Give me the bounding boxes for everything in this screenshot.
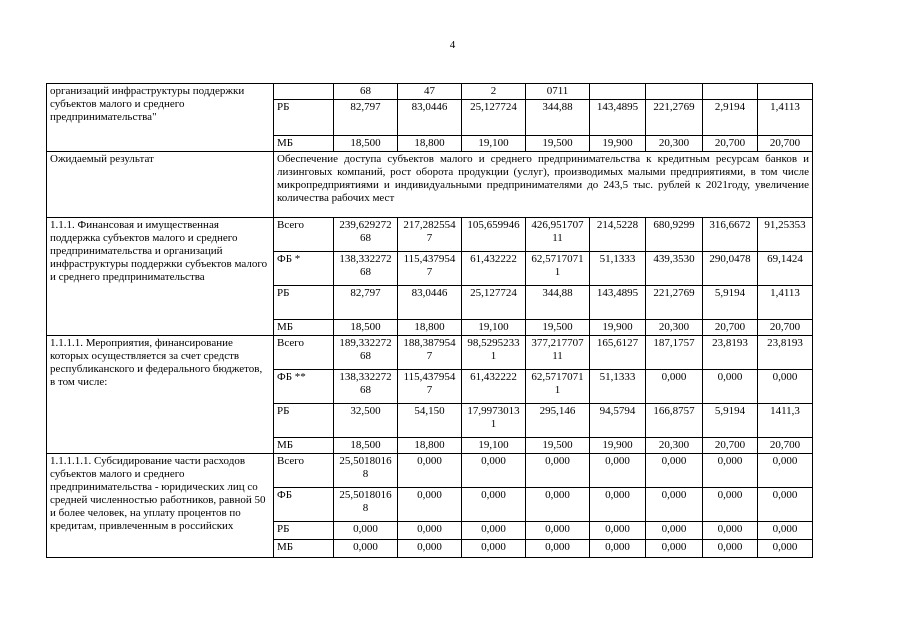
value-cell: 23,8193: [703, 336, 758, 370]
value-cell: 20,700: [758, 438, 813, 454]
value-cell: 19,100: [462, 320, 526, 336]
value-cell: 221,2769: [646, 286, 703, 320]
value-cell: 239,62927268: [334, 218, 398, 252]
value-cell: 18,500: [334, 320, 398, 336]
value-cell: 62,57170711: [526, 370, 590, 404]
value-cell: 20,700: [758, 136, 813, 152]
source-cell: Всего: [274, 218, 334, 252]
value-cell: 189,33227268: [334, 336, 398, 370]
value-cell: 5,9194: [703, 286, 758, 320]
value-cell: 0,000: [462, 540, 526, 558]
value-cell: 20,700: [703, 136, 758, 152]
value-cell: 115,4379547: [398, 252, 462, 286]
value-cell: 19,500: [526, 136, 590, 152]
row-name-cell: организаций инфраструктуры поддержки субъектов малого и среднего предпринимательства": [47, 84, 274, 152]
value-cell: 0,000: [758, 488, 813, 522]
value-cell: 18,500: [334, 136, 398, 152]
value-cell: 0,000: [646, 370, 703, 404]
value-cell: 2,9194: [703, 100, 758, 136]
value-cell: 295,146: [526, 404, 590, 438]
value-cell: 0,000: [646, 454, 703, 488]
source-cell: РБ: [274, 286, 334, 320]
value-cell: 0,000: [334, 522, 398, 540]
value-cell: 20,300: [646, 320, 703, 336]
value-cell: 0,000: [646, 540, 703, 558]
value-cell: 61,432222: [462, 252, 526, 286]
value-cell: 0,000: [526, 454, 590, 488]
value-cell: 19,900: [590, 320, 646, 336]
value-cell: 98,52952331: [462, 336, 526, 370]
value-cell: 0,000: [703, 522, 758, 540]
value-cell: 316,6672: [703, 218, 758, 252]
table-row: [47, 336, 813, 370]
value-cell: 680,9299: [646, 218, 703, 252]
value-cell: 2: [462, 84, 526, 100]
value-cell: 143,4895: [590, 286, 646, 320]
value-cell: 0,000: [590, 522, 646, 540]
source-cell: ФБ **: [274, 370, 334, 404]
value-cell: 143,4895: [590, 100, 646, 136]
value-cell: 0,000: [646, 488, 703, 522]
value-cell: 83,0446: [398, 100, 462, 136]
value-cell: 138,33227268: [334, 252, 398, 286]
value-cell: 165,6127: [590, 336, 646, 370]
source-cell: ФБ *: [274, 252, 334, 286]
value-cell: 25,50180168: [334, 488, 398, 522]
value-cell: 32,500: [334, 404, 398, 438]
value-cell: 18,800: [398, 136, 462, 152]
value-cell: 18,800: [398, 438, 462, 454]
value-cell: 20,300: [646, 136, 703, 152]
value-cell: 187,1757: [646, 336, 703, 370]
value-cell: 68: [334, 84, 398, 100]
source-cell: РБ: [274, 404, 334, 438]
value-cell: 221,2769: [646, 100, 703, 136]
table-row: [47, 454, 813, 488]
value-cell: 25,50180168: [334, 454, 398, 488]
value-cell: 20,700: [703, 320, 758, 336]
value-cell: 25,127724: [462, 286, 526, 320]
value-cell: 214,5228: [590, 218, 646, 252]
value-cell: 0,000: [590, 540, 646, 558]
value-cell: [646, 84, 703, 100]
value-cell: 0,000: [398, 488, 462, 522]
table-row: [47, 218, 813, 252]
value-cell: 0,000: [758, 540, 813, 558]
value-cell: 1,4113: [758, 286, 813, 320]
value-cell: 0,000: [526, 488, 590, 522]
value-cell: 20,300: [646, 438, 703, 454]
value-cell: 0,000: [462, 522, 526, 540]
source-cell: МБ: [274, 320, 334, 336]
value-cell: 54,150: [398, 404, 462, 438]
value-cell: 1,4113: [758, 100, 813, 136]
value-cell: 19,500: [526, 438, 590, 454]
value-cell: 18,800: [398, 320, 462, 336]
value-cell: 19,100: [462, 136, 526, 152]
row-name-cell: 1.1.1. Финансовая и имущественная поддержка субъектов малого и среднего предпринимательства и организаций инфраструктуры поддержки субъектов малого и среднего предпринимательства: [47, 218, 274, 336]
expected-result-row: [47, 152, 813, 218]
value-cell: [758, 84, 813, 100]
value-cell: [703, 84, 758, 100]
value-cell: [590, 84, 646, 100]
value-cell: 439,3530: [646, 252, 703, 286]
value-cell: 115,4379547: [398, 370, 462, 404]
row-name-cell: 1.1.1.1.1. Субсидирование части расходов субъектов малого и среднего предпринимательства - юридических лиц со средней численностью работников, равной 50 и более человек, на уплату процентов по кредитам, привлеченным в российских: [47, 454, 274, 558]
value-cell: 19,500: [526, 320, 590, 336]
value-cell: 0,000: [703, 454, 758, 488]
value-cell: 105,659946: [462, 218, 526, 252]
value-cell: 25,127724: [462, 100, 526, 136]
value-cell: 0,000: [462, 454, 526, 488]
value-cell: 0,000: [590, 488, 646, 522]
value-cell: 82,797: [334, 286, 398, 320]
value-cell: 51,1333: [590, 252, 646, 286]
value-cell: 20,700: [758, 320, 813, 336]
value-cell: 0,000: [590, 454, 646, 488]
value-cell: 0,000: [703, 540, 758, 558]
value-cell: 0,000: [703, 370, 758, 404]
value-cell: 0,000: [462, 488, 526, 522]
expected-result-label: Ожидаемый результат: [47, 152, 274, 218]
value-cell: 94,5794: [590, 404, 646, 438]
value-cell: 0,000: [526, 540, 590, 558]
value-cell: 138,33227268: [334, 370, 398, 404]
value-cell: 0711: [526, 84, 590, 100]
value-cell: 82,797: [334, 100, 398, 136]
source-cell: [274, 84, 334, 100]
value-cell: 18,500: [334, 438, 398, 454]
source-cell: ФБ: [274, 488, 334, 522]
budget-table: [46, 83, 813, 558]
value-cell: 166,8757: [646, 404, 703, 438]
value-cell: 5,9194: [703, 404, 758, 438]
value-cell: 19,100: [462, 438, 526, 454]
value-cell: 83,0446: [398, 286, 462, 320]
value-cell: 0,000: [398, 522, 462, 540]
value-cell: 0,000: [646, 522, 703, 540]
source-cell: Всего: [274, 336, 334, 370]
value-cell: 91,25353: [758, 218, 813, 252]
value-cell: 61,432222: [462, 370, 526, 404]
value-cell: 344,88: [526, 100, 590, 136]
source-cell: РБ: [274, 522, 334, 540]
value-cell: 0,000: [398, 540, 462, 558]
source-cell: РБ: [274, 100, 334, 136]
value-cell: 344,88: [526, 286, 590, 320]
source-cell: Всего: [274, 454, 334, 488]
value-cell: 23,8193: [758, 336, 813, 370]
value-cell: 188,3879547: [398, 336, 462, 370]
value-cell: 377,21770711: [526, 336, 590, 370]
value-cell: 51,1333: [590, 370, 646, 404]
value-cell: 0,000: [526, 522, 590, 540]
value-cell: 62,57170711: [526, 252, 590, 286]
expected-result-text: Обеспечение доступа субъектов малого и среднего предпринимательства к кредитным ресурсам банков и лизинговых компаний, рост оборота продукции (услуг), производимых малыми предприятиями, в том числе микропредприятиями и индивидуальными предпринимателями до 243,5 тыс. рублей к 2021году, увеличение количества рабочих мест: [274, 152, 813, 218]
source-cell: МБ: [274, 438, 334, 454]
value-cell: 217,2825547: [398, 218, 462, 252]
value-cell: 1411,3: [758, 404, 813, 438]
row-name-cell: 1.1.1.1. Мероприятия, финансирование которых осуществляется за счет средств республиканского и федерального бюджетов, в том числе:: [47, 336, 274, 454]
table-row: [47, 84, 813, 100]
value-cell: 0,000: [758, 370, 813, 404]
value-cell: 0,000: [334, 540, 398, 558]
value-cell: 0,000: [398, 454, 462, 488]
value-cell: 17,99730131: [462, 404, 526, 438]
value-cell: 20,700: [703, 438, 758, 454]
value-cell: 69,1424: [758, 252, 813, 286]
source-cell: МБ: [274, 540, 334, 558]
value-cell: 290,0478: [703, 252, 758, 286]
value-cell: 426,95170711: [526, 218, 590, 252]
value-cell: 0,000: [703, 488, 758, 522]
page-number: 4: [449, 39, 456, 51]
value-cell: 47: [398, 84, 462, 100]
source-cell: МБ: [274, 136, 334, 152]
value-cell: 19,900: [590, 136, 646, 152]
value-cell: 0,000: [758, 454, 813, 488]
value-cell: 0,000: [758, 522, 813, 540]
value-cell: 19,900: [590, 438, 646, 454]
